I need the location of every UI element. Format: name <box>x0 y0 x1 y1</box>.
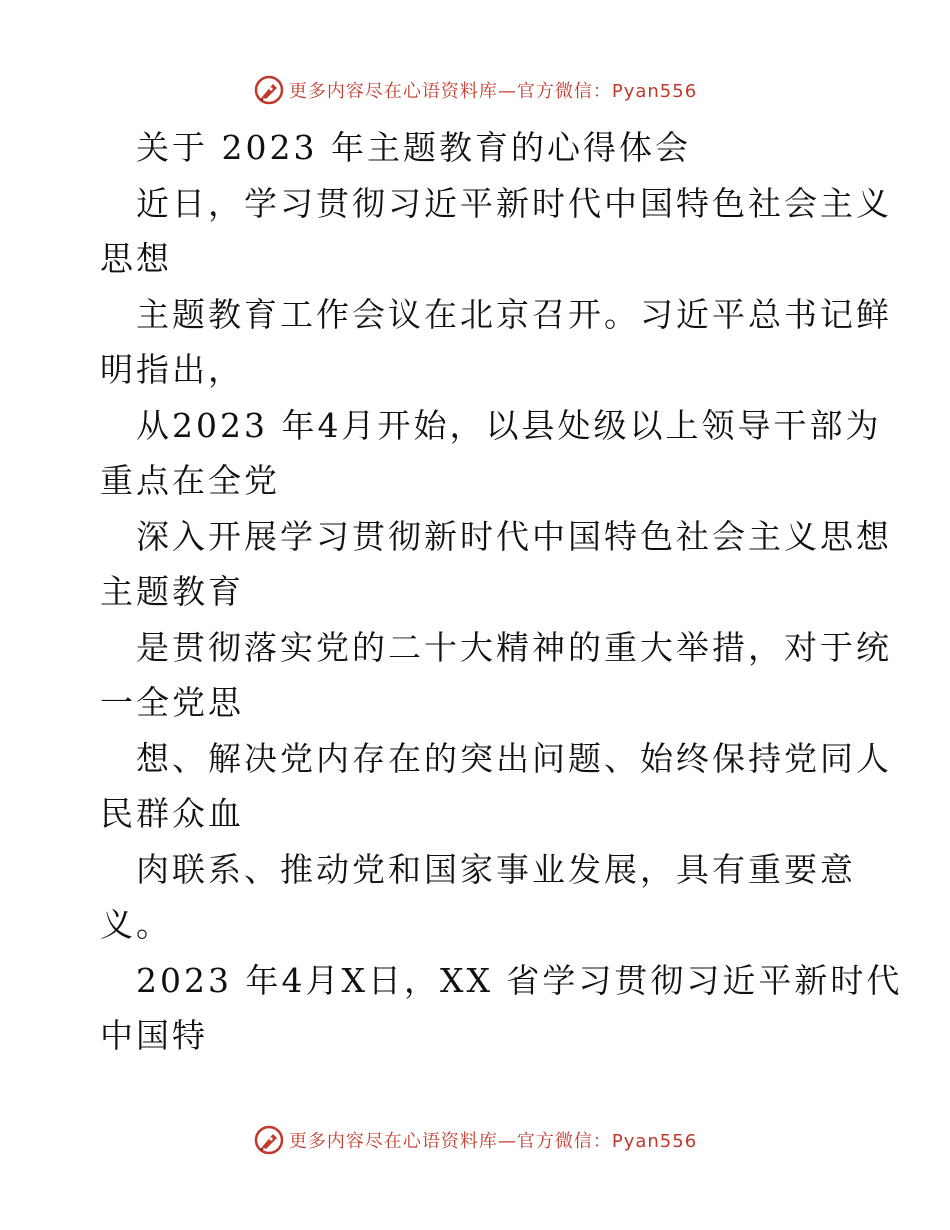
text-line: 想、解决党内存在的突出问题、始终保持党同人 <box>136 738 892 778</box>
text-line: 民群众血 <box>100 794 244 833</box>
text-line: 中国特 <box>100 1016 208 1055</box>
footer-banner <box>0 1120 950 1160</box>
pen-nib-logo-icon <box>253 74 285 106</box>
text-line: 义。 <box>100 905 172 944</box>
text-line: 主题教育工作会议在北京召开。习近平总书记鲜 <box>136 294 892 334</box>
text-line: 重点在全党 <box>100 461 280 500</box>
text-line: 从2023 年4月开始，以县处级以上领导干部为 <box>136 405 882 445</box>
pen-nib-logo-icon <box>253 1124 285 1156</box>
text-line: 思想 <box>100 239 172 278</box>
text-line: 主题教育 <box>100 572 244 611</box>
text-line: 关于 2023 年主题教育的心得体会 <box>136 128 691 167</box>
header-banner <box>0 70 950 110</box>
text-line: 是贯彻落实党的二十大精神的重大举措，对于统 <box>136 627 892 667</box>
text-line: 近日，学习贯彻习近平新时代中国特色社会主义 <box>136 183 892 223</box>
text-line: 2023 年4月X日，XX 省学习贯彻习近平新时代 <box>136 960 903 1000</box>
text-line: 深入开展学习贯彻新时代中国特色社会主义思想 <box>136 516 892 556</box>
document-body <box>100 120 903 1064</box>
footer-banner-text: 更多内容尽在心语资料库—官方微信：Pyan556 <box>288 1131 698 1152</box>
text-line: 一全党思 <box>100 683 244 722</box>
text-line: 肉联系、推动党和国家事业发展，具有重要意 <box>136 849 856 889</box>
header-banner-text: 更多内容尽在心语资料库—官方微信：Pyan556 <box>288 81 698 102</box>
text-line: 明指出， <box>100 350 244 389</box>
